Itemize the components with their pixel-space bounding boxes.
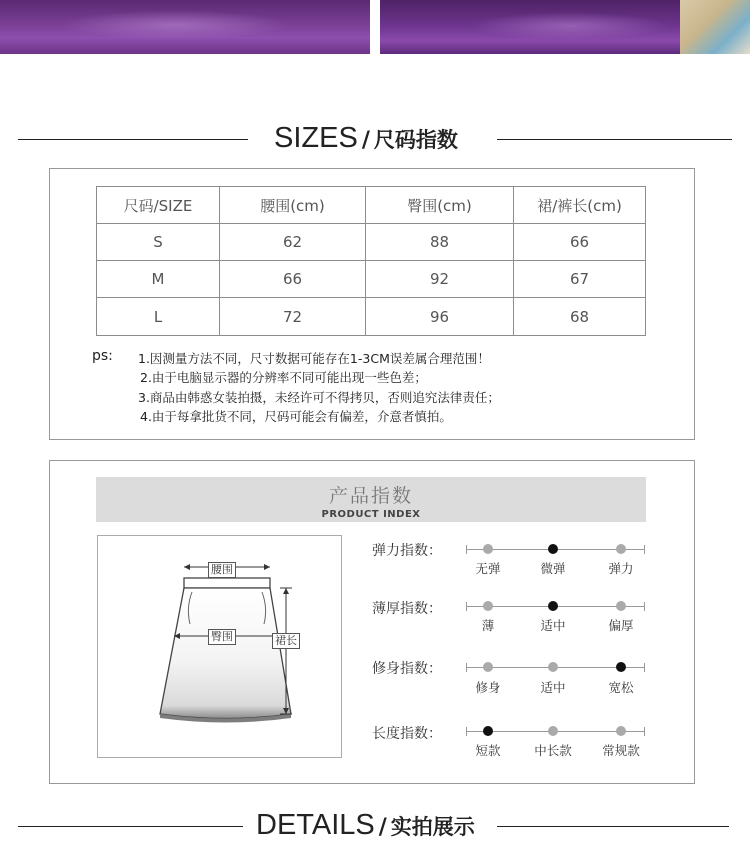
rating-dot bbox=[483, 662, 493, 672]
sizes-heading-en: SIZES bbox=[274, 122, 358, 154]
size-table-cell: 96 bbox=[366, 298, 514, 336]
note-line: 2.由于电脑显示器的分辨率不同可能出现一些色差； bbox=[140, 370, 427, 385]
rating-label: 修身指数： bbox=[372, 661, 442, 677]
skirt-body bbox=[160, 588, 291, 719]
rating-label: 弹力指数： bbox=[372, 543, 442, 559]
rating-scale-tick bbox=[466, 602, 467, 611]
note-line: 4.由于每拿批货不同，尺码可能会有偏差，介意者慎拍。 bbox=[140, 409, 452, 424]
skirt-waistband bbox=[184, 578, 270, 588]
size-table-cell: 67 bbox=[514, 261, 646, 298]
size-table-header-cell: 腰围(cm) bbox=[220, 187, 366, 224]
rating-scale-tick bbox=[644, 727, 645, 736]
details-heading-en: DETAILS bbox=[256, 809, 375, 841]
size-table-row bbox=[97, 261, 646, 298]
size-table-header-cell: 裙/裤长(cm) bbox=[514, 187, 646, 224]
rating-option: 偏厚 bbox=[608, 618, 634, 633]
rating-scale-tick bbox=[644, 663, 645, 672]
product-photo-left bbox=[0, 0, 370, 54]
product-index-banner bbox=[96, 477, 646, 522]
rating-option: 适中 bbox=[540, 618, 566, 633]
rating-dot bbox=[483, 601, 493, 611]
size-table-header-row bbox=[97, 187, 646, 224]
rating-dot-selected bbox=[548, 544, 558, 554]
rating-dot bbox=[483, 544, 493, 554]
rating-scale-tick bbox=[466, 727, 467, 736]
size-table-header-cell: 臀围(cm) bbox=[366, 187, 514, 224]
size-table-cell: 66 bbox=[514, 224, 646, 261]
rating-option: 适中 bbox=[540, 680, 566, 695]
sizes-heading-cn: 尺码指数 bbox=[373, 128, 458, 152]
rating-scale-tick bbox=[644, 602, 645, 611]
rating-option: 弹力 bbox=[608, 561, 634, 576]
rating-dot-selected bbox=[483, 726, 493, 736]
waist-label: 腰围 bbox=[208, 562, 236, 578]
size-table-cell: S bbox=[97, 224, 220, 261]
sizes-heading bbox=[274, 122, 458, 155]
details-heading bbox=[256, 809, 475, 842]
size-table-cell: 62 bbox=[220, 224, 366, 261]
rating-option: 修身 bbox=[475, 680, 501, 695]
rating-dot bbox=[548, 662, 558, 672]
rating-option: 微弹 bbox=[540, 561, 566, 576]
rating-option: 常规款 bbox=[602, 743, 640, 758]
product-photo-right bbox=[380, 0, 750, 54]
size-table-row bbox=[97, 298, 646, 336]
product-index-title-cn: 产品指数 bbox=[328, 485, 413, 507]
rating-dot bbox=[616, 726, 626, 736]
sizes-heading-separator: / bbox=[361, 128, 370, 153]
note-line: 1.因测量方法不同，尺寸数据可能存在1-3CM误差属合理范围！ bbox=[138, 351, 490, 366]
details-heading-rule-left bbox=[18, 826, 243, 827]
size-table-cell: M bbox=[97, 261, 220, 298]
rating-dot bbox=[616, 601, 626, 611]
rating-label: 薄厚指数： bbox=[372, 601, 442, 617]
sizes-heading-rule-left bbox=[18, 139, 248, 140]
rating-dot bbox=[548, 726, 558, 736]
rating-option: 短款 bbox=[475, 743, 501, 758]
rating-label: 长度指数： bbox=[372, 726, 442, 742]
note-line: 3.商品由韩惑女装拍摄，未经许可不得拷贝，否则追究法律责任； bbox=[138, 390, 500, 405]
rating-dot bbox=[616, 544, 626, 554]
size-table-cell: 92 bbox=[366, 261, 514, 298]
rating-option: 宽松 bbox=[608, 680, 634, 695]
details-heading-rule-right bbox=[497, 826, 729, 827]
size-table-cell: 72 bbox=[220, 298, 366, 336]
length-label: 裙长 bbox=[272, 633, 300, 649]
rating-scale-tick bbox=[644, 545, 645, 554]
rating-dot-selected bbox=[616, 662, 626, 672]
skirt-measurement-diagram bbox=[97, 535, 342, 758]
details-heading-separator: / bbox=[378, 815, 387, 840]
details-heading-cn: 实拍展示 bbox=[390, 815, 475, 839]
size-table-cell: 88 bbox=[366, 224, 514, 261]
sizes-heading-rule-right bbox=[497, 139, 732, 140]
rating-option: 无弹 bbox=[475, 561, 501, 576]
size-table-header-cell: 尺码/SIZE bbox=[97, 187, 220, 224]
size-table-row bbox=[97, 224, 646, 261]
hip-label: 臀围 bbox=[208, 629, 236, 645]
notes-prefix: ps: bbox=[92, 348, 113, 364]
size-table-cell: 68 bbox=[514, 298, 646, 336]
product-index-title-en: PRODUCT INDEX bbox=[321, 509, 421, 520]
rating-scale-tick bbox=[466, 545, 467, 554]
rating-option: 薄 bbox=[481, 618, 495, 633]
size-table bbox=[96, 186, 646, 336]
size-table-cell: 66 bbox=[220, 261, 366, 298]
rating-option: 中长款 bbox=[534, 743, 572, 758]
rating-scale-tick bbox=[466, 663, 467, 672]
rating-dot-selected bbox=[548, 601, 558, 611]
size-table-cell: L bbox=[97, 298, 220, 336]
